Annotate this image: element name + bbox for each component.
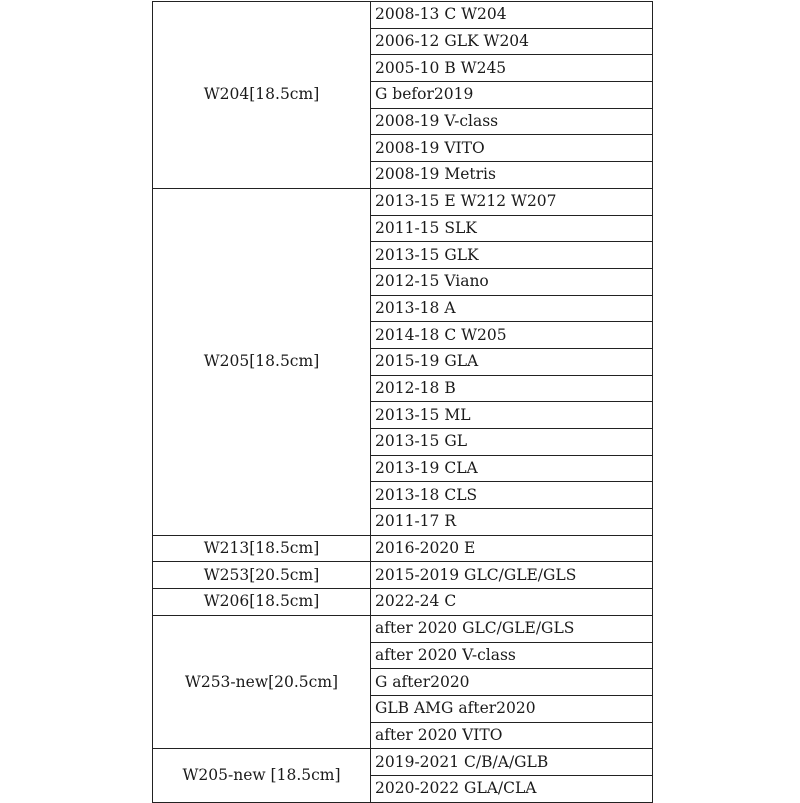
vehicle-cell: 2019-2021 C/B/A/GLB <box>371 749 653 776</box>
table-row <box>153 615 653 642</box>
model-cell: W205-new [18.5cm] <box>153 749 371 802</box>
vehicle-cell: 2012-18 B <box>371 375 653 402</box>
vehicle-cell: G befor2019 <box>371 82 653 109</box>
vehicle-cell: 2016-2020 E <box>371 535 653 562</box>
vehicle-cell: GLB AMG after2020 <box>371 695 653 722</box>
table-row <box>153 589 653 616</box>
table-row <box>153 562 653 589</box>
model-cell: W204[18.5cm] <box>153 2 371 189</box>
model-cell: W253[20.5cm] <box>153 562 371 589</box>
vehicle-cell: after 2020 V-class <box>371 642 653 669</box>
vehicle-cell: 2008-19 Metris <box>371 162 653 189</box>
vehicle-cell: 2015-2019 GLC/GLE/GLS <box>371 562 653 589</box>
vehicle-cell: 2006-12 GLK W204 <box>371 28 653 55</box>
table-row <box>153 2 653 29</box>
table-row <box>153 535 653 562</box>
model-cell: W253-new[20.5cm] <box>153 615 371 748</box>
vehicle-cell: 2011-17 R <box>371 509 653 536</box>
vehicle-cell: 2005-10 B W245 <box>371 55 653 82</box>
vehicle-cell: 2013-15 ML <box>371 402 653 429</box>
vehicle-cell: 2013-18 CLS <box>371 482 653 509</box>
model-cell: W206[18.5cm] <box>153 589 371 616</box>
fitment-table <box>152 1 653 803</box>
model-cell: W213[18.5cm] <box>153 535 371 562</box>
vehicle-cell: 2014-18 C W205 <box>371 322 653 349</box>
table-row <box>153 188 653 215</box>
fitment-table-body <box>153 2 653 803</box>
vehicle-cell: 2013-15 GL <box>371 429 653 456</box>
vehicle-cell: 2013-15 GLK <box>371 242 653 269</box>
vehicle-cell: after 2020 VITO <box>371 722 653 749</box>
vehicle-cell: 2015-19 GLA <box>371 348 653 375</box>
vehicle-cell: 2022-24 C <box>371 589 653 616</box>
vehicle-cell: G after2020 <box>371 669 653 696</box>
table-row <box>153 749 653 776</box>
vehicle-cell: 2013-15 E W212 W207 <box>371 188 653 215</box>
vehicle-cell: 2013-19 CLA <box>371 455 653 482</box>
vehicle-cell: 2012-15 Viano <box>371 268 653 295</box>
vehicle-cell: 2008-13 C W204 <box>371 2 653 29</box>
vehicle-cell: 2020-2022 GLA/CLA <box>371 775 653 802</box>
vehicle-cell: 2013-18 A <box>371 295 653 322</box>
vehicle-cell: 2011-15 SLK <box>371 215 653 242</box>
vehicle-cell: 2008-19 VITO <box>371 135 653 162</box>
vehicle-cell: 2008-19 V-class <box>371 108 653 135</box>
vehicle-cell: after 2020 GLC/GLE/GLS <box>371 615 653 642</box>
model-cell: W205[18.5cm] <box>153 188 371 535</box>
